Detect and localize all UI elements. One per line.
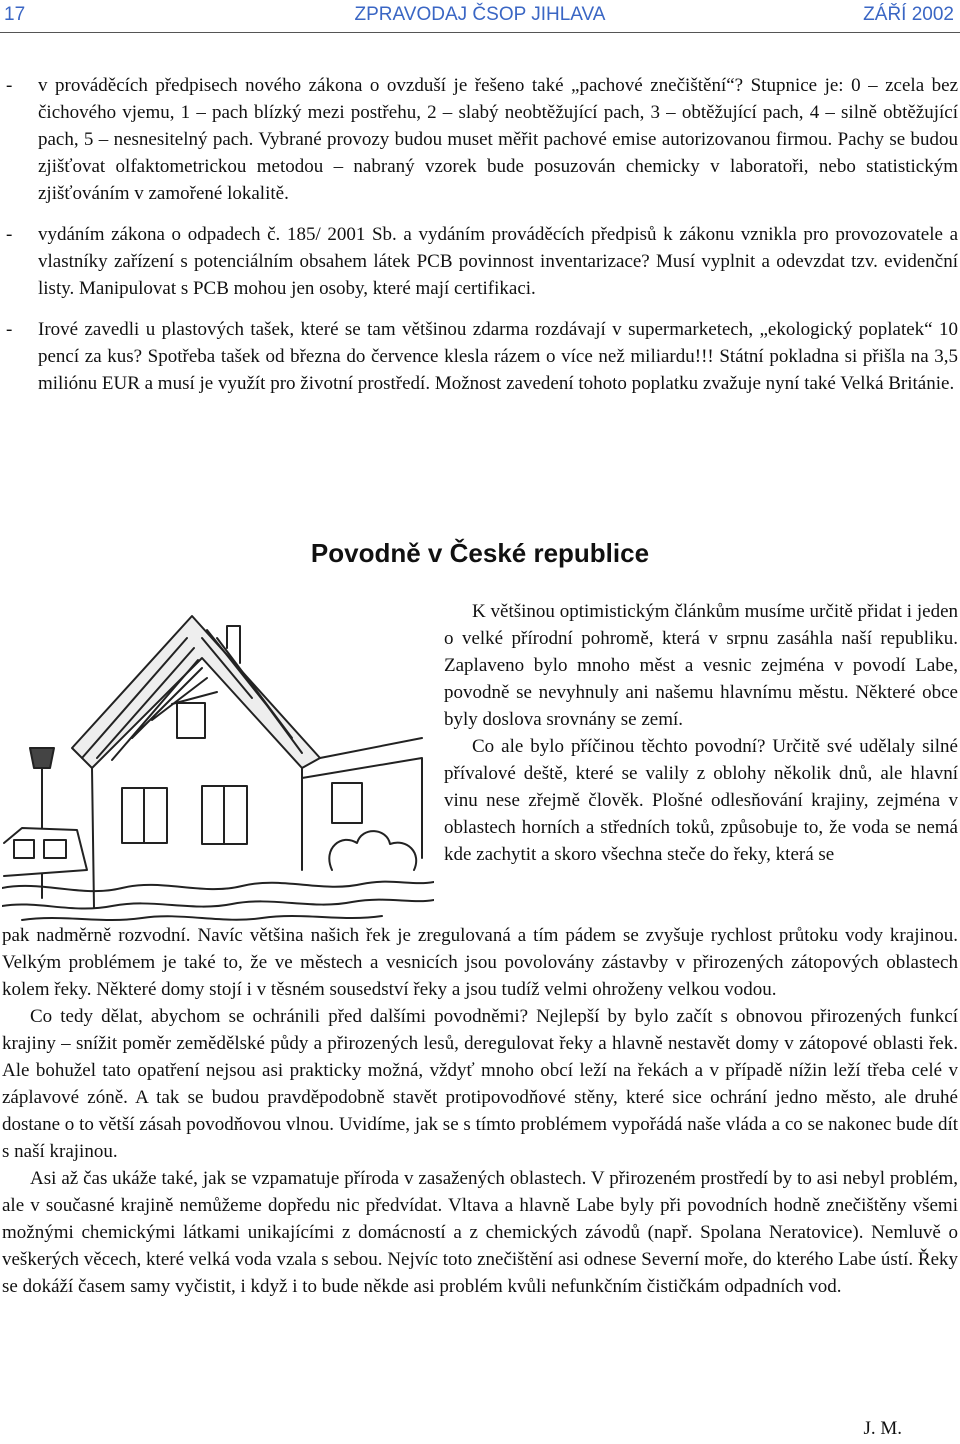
article-paragraph: Co ale bylo příčinou těchto povodní? Určitě své udělaly silné přívalové deště, které se valily z oblohy několik dnů, ale hlavní vinu nese zřejmě člověk. Plošné odlesňování krajiny, zejména v oblastech horních a středních toků, způsobuje to, že voda se nemá kde zachytit a skoro všechna steče do řeky, která se	[444, 736, 958, 865]
article-paragraph: pak nadměrně rozvodní. Navíc většina našich řek je zregulovaná a tím pádem se zvyšuje rychlost průtoku vody krajinou. Velkým problémem je také to, že ve městech a vesnicích jsou povolovány zástavby v přirozených zátopových oblastech kolem řeky. Některé domy stojí i v těsném sousedství řeky a jsou tudíž velmi ohroženy velkou vodou.	[2, 925, 958, 1000]
flood-house-illustration	[2, 608, 434, 926]
header-rule	[0, 32, 960, 33]
bullet-dash: -	[6, 224, 13, 245]
news-list	[6, 72, 958, 411]
article-paragraph: Co tedy dělat, abychom se ochránili před dalšími povodněmi? Nejlepší by bylo začít s obnovou přirozených funkcí krajiny – snížit poměr zemědělské půdy a přirozených lesů, deregulovat řeky a hlavně nestavět domy v zátopové oblasti řek. Ale bohužel tato opatření nejsou asi prakticky možná, vždyť mnoho obcí leží na řekách a v případě nížin leží třeba celé v záplavové zóně. A tak se budou pravděpodobně stavět protipovodňové stěny, které sice ochrání jedno město, ale druhé dostane o to větší zásah povodňovou vlnou. Uvidíme, jak se s tímto problémem vypořádá naše vláda a co se nakonec bude dít s naší krajinou.	[2, 1006, 958, 1162]
author-signature: J. M.	[863, 1418, 902, 1439]
article-body	[2, 922, 958, 1300]
bullet-dash: -	[6, 319, 13, 340]
list-item-text: v prováděcích předpisech nového zákona o ovzduší je řešeno také „pachové znečištění“? Stupnice je: 0 – zcela bez čichového vjemu, 1 – pach blízký mezi postřehu, 2 – slabý neobtěžující pach, 3 – obtěžující pach, 4 – silně obtěžující pach, 5 – nesnesitelný pach. Vybrané provozy budou muset měřit pachové emise autorizovanou firmou. Pachy se budou zjišťovat olfaktometrickou metodou – nabraný vzorek bude posuzován chemicky v laboratoři, nebo statistickým zjišťováním v zamořené lokalitě.	[38, 75, 958, 204]
page-number: 17	[4, 4, 26, 25]
list-item	[6, 221, 958, 302]
publication-title: ZPRAVODAJ ČSOP JIHLAVA	[354, 4, 606, 25]
page-header	[0, 0, 960, 30]
bullet-dash: -	[6, 75, 13, 96]
article-column	[444, 598, 958, 868]
list-item	[6, 72, 958, 207]
article-title: Povodně v České republice	[310, 538, 650, 568]
list-item-text: vydáním zákona o odpadech č. 185/ 2001 Sb. a vydáním prováděcích předpisů k zákonu vznikla pro provozovatele a vlastníky zařízení s potenciálním obsahem látek PCB povinnost inventarizace? Musí vyplnit a odevzdat tzv. evidenční listy. Manipulovat s PCB mohou jen osoby, které mají certifikaci.	[38, 224, 958, 299]
article-paragraph: Asi až čas ukáže také, jak se vzpamatuje příroda v zasažených oblastech. V přirozeném prostředí by to asi nebyl problém, ale v současné krajině nemůžeme dopředu nic předvídat. Vltava a hlavně Labe byly při povodních hodně znečištěny všemi možnými chemickými látkami unikajícími z domácností a z chemických závodů (např. Spolana Neratovice). Nemluvě o veškerých věcech, které velká voda vzala s sebou. Nejvíc toto znečištění asi odnese Severní moře, do kterého Labe ústí. Řeky se dokáží časem samy vyčistit, i když i to bude někde asi problém kvůli nefunkčním čističkám odpadních vod.	[2, 1168, 958, 1297]
list-item-text: Irové zavedli u plastových tašek, které se tam většinou zdarma rozdávají v supermarketech, „ekologický poplatek“ 10 pencí za kus? Spotřeba tašek od března do července klesla rázem o více než miliardu!!! Státní pokladna si přišla na 3,5 miliónu EUR a musí je využít pro životní prostředí. Možnost zavedení tohoto poplatku zvažuje nyní také Velká Británie.	[38, 319, 958, 394]
issue-date: ZÁŘÍ 2002	[863, 4, 954, 25]
article-paragraph: K většinou optimistickým článkům musíme určitě přidat i jeden o velké přírodní pohromě, která v srpnu zasáhla naší republiku. Zaplaveno bylo mnoho měst a vesnic zejména v povodí Labe, povodně se nevyhnuly ani našemu hlavnímu městu. Některé obce byly doslova srovnány se zemí.	[444, 601, 958, 730]
list-item	[6, 316, 958, 397]
